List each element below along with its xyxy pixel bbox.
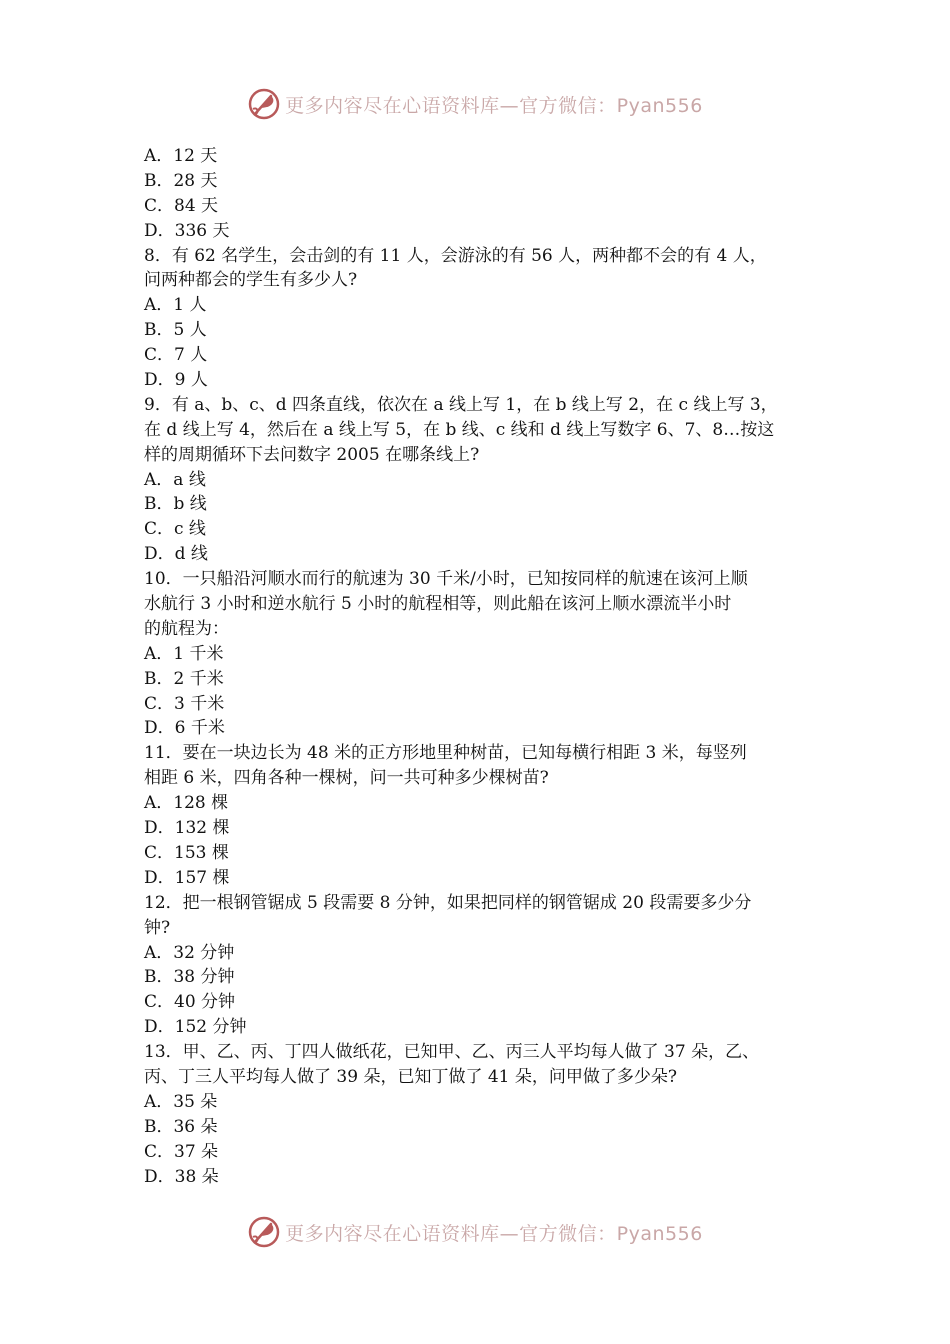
doc-line: D．6 千米 [144, 718, 225, 739]
doc-line: 钟? [144, 917, 171, 938]
doc-line: 相距 6 米，四角各种一棵树，问一共可种多少棵树苗? [144, 768, 549, 789]
doc-line: C．37 朵 [144, 1141, 219, 1162]
doc-line: D．336 天 [144, 220, 230, 241]
doc-line: C．40 分钟 [144, 992, 236, 1013]
doc-line: 10．一只船沿河顺水而行的航速为 30 千米/小时，已知按同样的航速在该河上顺 [144, 569, 748, 590]
doc-line: A．32 分钟 [144, 942, 235, 963]
doc-line: 样的周期循环下去问数字 2005 在哪条线上? [144, 444, 480, 465]
doc-line: D．9 人 [144, 370, 208, 391]
doc-line: C．c 线 [144, 519, 206, 540]
doc-line: 13．甲、乙、丙、丁四人做纸花，已知甲、乙、丙三人平均每人做了 37 朵，乙、 [144, 1042, 760, 1063]
doc-line: B．b 线 [144, 494, 207, 515]
doc-line: D．d 线 [144, 544, 208, 565]
doc-line: C．153 棵 [144, 842, 229, 863]
doc-line: B．2 千米 [144, 668, 224, 689]
doc-line: D．157 棵 [144, 867, 230, 888]
footer-banner-text: 更多内容尽在心语资料库—官方微信：Pyan556 [285, 1222, 703, 1245]
doc-line: D．152 分钟 [144, 1017, 247, 1038]
doc-line: 问两种都会的学生有多少人? [144, 270, 358, 291]
doc-line: 11．要在一块边长为 48 米的正方形地里种树苗，已知每横行相距 3 米，每竖列 [144, 743, 747, 764]
doc-line: 在 d 线上写 4，然后在 a 线上写 5，在 b 线、c 线和 d 线上写数字 6、7、8…按这 [144, 419, 775, 440]
header-banner [0, 84, 950, 124]
doc-line: 8．有 62 名学生，会击剑的有 11 人，会游泳的有 56 人，两种都不会的有 4 人， [144, 245, 767, 266]
doc-line: C．84 天 [144, 195, 219, 216]
doc-line: A．128 棵 [144, 793, 229, 814]
doc-line: B．28 天 [144, 170, 218, 191]
doc-line: 的航程为： [144, 618, 229, 639]
doc-line: A．1 千米 [144, 643, 224, 664]
quill-logo-icon [247, 1215, 281, 1249]
doc-line: A．a 线 [144, 469, 206, 490]
doc-line: A．1 人 [144, 295, 207, 316]
doc-line: B．36 朵 [144, 1116, 218, 1137]
header-banner-text: 更多内容尽在心语资料库—官方微信：Pyan556 [285, 94, 703, 117]
quill-logo-icon [247, 87, 281, 121]
doc-line: 水航行 3 小时和逆水航行 5 小时的航程相等，则此船在该河上顺水漂流半小时 [144, 594, 732, 615]
doc-line: D．38 朵 [144, 1166, 219, 1187]
doc-line: A．35 朵 [144, 1091, 218, 1112]
document-body [144, 144, 824, 1189]
doc-line: B．5 人 [144, 320, 207, 341]
doc-line: 9．有 a、b、c、d 四条直线，依次在 a 线上写 1，在 b 线上写 2，在 c 线上写 3， [144, 394, 778, 415]
doc-line: C．3 千米 [144, 693, 225, 714]
doc-line: B．38 分钟 [144, 967, 235, 988]
footer-banner [0, 1212, 950, 1252]
doc-line: A．12 天 [144, 146, 218, 166]
doc-line: 丙、丁三人平均每人做了 39 朵，已知丁做了 41 朵，问甲做了多少朵? [144, 1066, 677, 1087]
doc-line: 12．把一根钢管锯成 5 段需要 8 分钟，如果把同样的钢管锯成 20 段需要多少分 [144, 892, 752, 913]
doc-line: D．132 棵 [144, 818, 230, 839]
doc-line: C．7 人 [144, 345, 208, 366]
